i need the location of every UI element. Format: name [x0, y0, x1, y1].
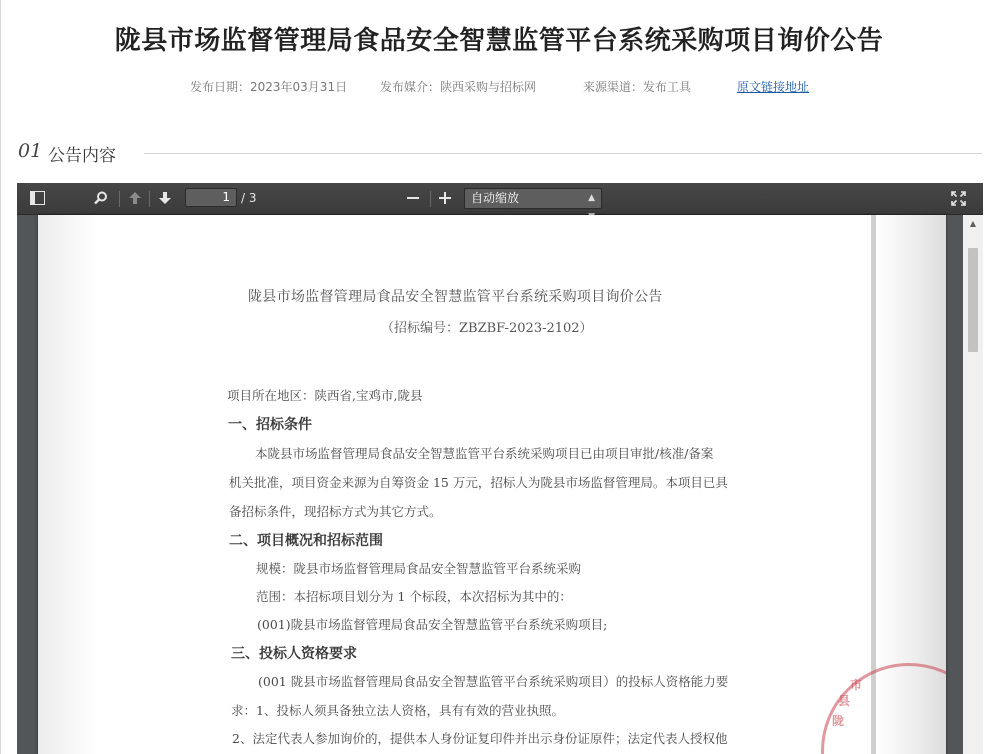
pdf-page	[38, 215, 946, 754]
page-title: 陇县市场监督管理局食品安全智慧监管平台系统采购项目询价公告	[114, 26, 884, 56]
stamp-character: 市	[850, 678, 863, 692]
zoom-in-icon[interactable]	[433, 187, 457, 209]
left-border	[0, 0, 1, 754]
scanned-document	[38, 215, 946, 754]
page-count: / 3	[241, 191, 257, 205]
toolbar-separator	[119, 191, 120, 207]
next-page-icon[interactable]	[153, 187, 177, 209]
pdf-viewer	[17, 183, 983, 754]
paragraph-line: 机关批准，项目资金来源为自筹资金 15 万元，招标人为陇县市场监督管理局。本项目已具	[229, 475, 728, 490]
publish-date: 发布日期：2023年03月31日	[190, 80, 348, 94]
toolbar-separator	[430, 191, 431, 207]
toolbar-separator	[149, 191, 150, 207]
paragraph-line: 本陇县市场监督管理局食品安全智慧监管平台系统采购项目已由项目审批/核准/备案	[255, 446, 714, 461]
paragraph-line: 范围：本招标项目划分为 1 个标段，本次招标为其中的：	[256, 589, 572, 604]
paragraph-line: 求：1、投标人须具备独立法人资格，具有有效的营业执照。	[231, 703, 564, 718]
section-title: 公告内容	[48, 146, 116, 166]
vertical-scrollbar[interactable]	[963, 215, 983, 754]
original-link[interactable]: 原文链接地址	[737, 80, 810, 94]
paragraph-line: 2、法定代表人参加询价的，提供本人身份证复印件并出示身份证原件；法定代表人授权他	[232, 731, 728, 746]
heading-project-overview: 二、项目概况和招标范围	[229, 533, 383, 549]
heading-qualification: 三、投标人资格要求	[231, 646, 357, 662]
source-channel: 来源渠道：发布工具	[583, 80, 692, 94]
pdf-toolbar	[17, 183, 983, 215]
document-title: 陇县市场监督管理局食品安全智慧监管平台系统采购项目询价公告	[248, 289, 663, 305]
project-region: 项目所在地区：陕西省,宝鸡市,陇县	[227, 388, 423, 403]
page-number-input[interactable]: 1	[185, 188, 237, 207]
presentation-mode-icon[interactable]	[946, 187, 970, 209]
section-header	[18, 140, 982, 166]
document-code: （招标编号：ZBZBF-2023-2102）	[381, 321, 593, 336]
publish-media: 发布媒介：陕西采购与招标网	[380, 80, 537, 94]
announcement-meta	[0, 78, 998, 96]
paragraph-line: (001)陇县市场监督管理局食品安全智慧监管平台系统采购项目;	[257, 617, 608, 632]
chevron-updown-icon: ▲	[588, 193, 595, 203]
section-number: 01	[18, 140, 43, 162]
section-divider	[144, 153, 982, 154]
scroll-up-arrow-icon[interactable]: ▲	[969, 219, 977, 228]
paragraph-line: 规模：陇县市场监督管理局食品安全智慧监管平台系统采购	[256, 561, 582, 576]
zoom-out-icon[interactable]	[401, 187, 425, 209]
zoom-value: 自动缩放	[471, 191, 520, 205]
sidebar-toggle-icon[interactable]	[25, 187, 49, 209]
stamp-character: 陇	[832, 714, 845, 728]
stamp-character: 县	[838, 694, 851, 708]
previous-page-icon[interactable]	[123, 187, 147, 209]
paragraph-line: (001 陇县市场监督管理局食品安全智慧监管平台系统采购项目）的投标人资格能力要	[258, 674, 729, 689]
paragraph-line: 备招标条件，现招标方式为其它方式。	[229, 504, 442, 519]
heading-tender-conditions: 一、招标条件	[228, 417, 312, 433]
scrollbar-thumb[interactable]	[968, 248, 978, 352]
zoom-select[interactable]	[464, 188, 602, 209]
search-icon[interactable]	[89, 187, 113, 209]
